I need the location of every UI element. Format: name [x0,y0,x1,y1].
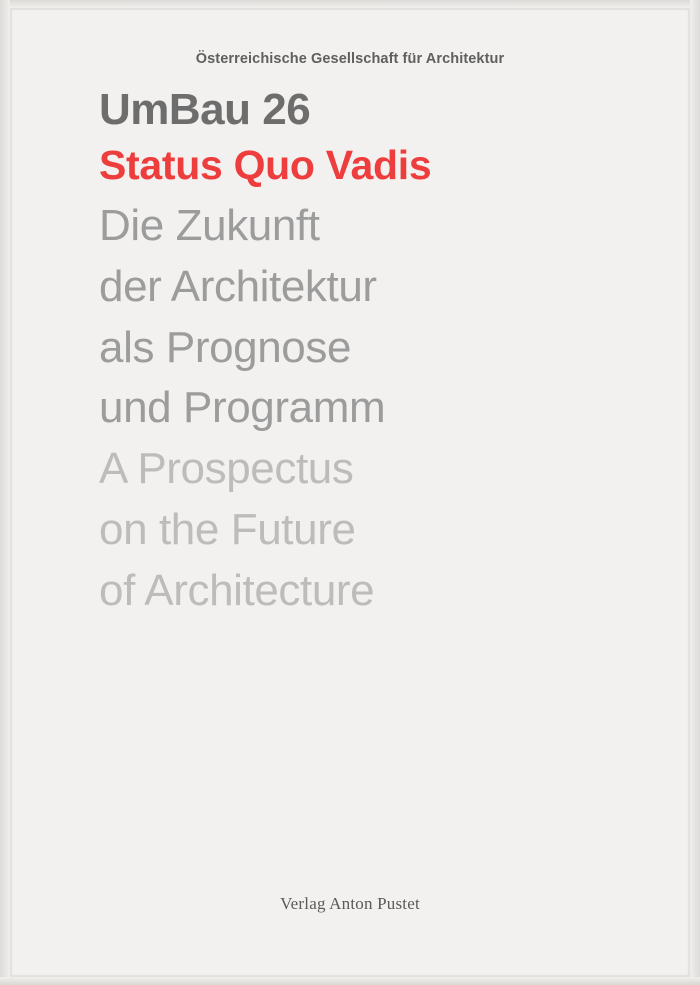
publisher-imprint: Verlag Anton Pustet [280,894,420,913]
subtitle-german [99,196,649,439]
subtitle-english [99,439,649,621]
page-edge-right [690,0,700,985]
subtitle-english-line: of Architecture [99,565,375,615]
subtitle-english-line: A Prospectus [99,444,354,494]
subtitle-german-line: und Programm [99,383,386,433]
subtitle-german-line: als Prognose [99,322,352,372]
page-edge-bottom [0,977,700,985]
page-edge-top [0,0,700,8]
title-block [99,87,649,621]
subtitle-german-line: der Architektur [99,262,377,311]
main-title: Status Quo Vadis [99,142,432,189]
organization-name: Österreichische Gesellschaft für Architektur [195,51,505,67]
cover-surface [10,8,690,977]
page-edge-left [0,0,10,985]
series-title: UmBau 26 [99,85,311,134]
subtitle-german-line: Die Zukunft [99,201,320,251]
subtitle-english-line: on the Future [99,504,356,554]
